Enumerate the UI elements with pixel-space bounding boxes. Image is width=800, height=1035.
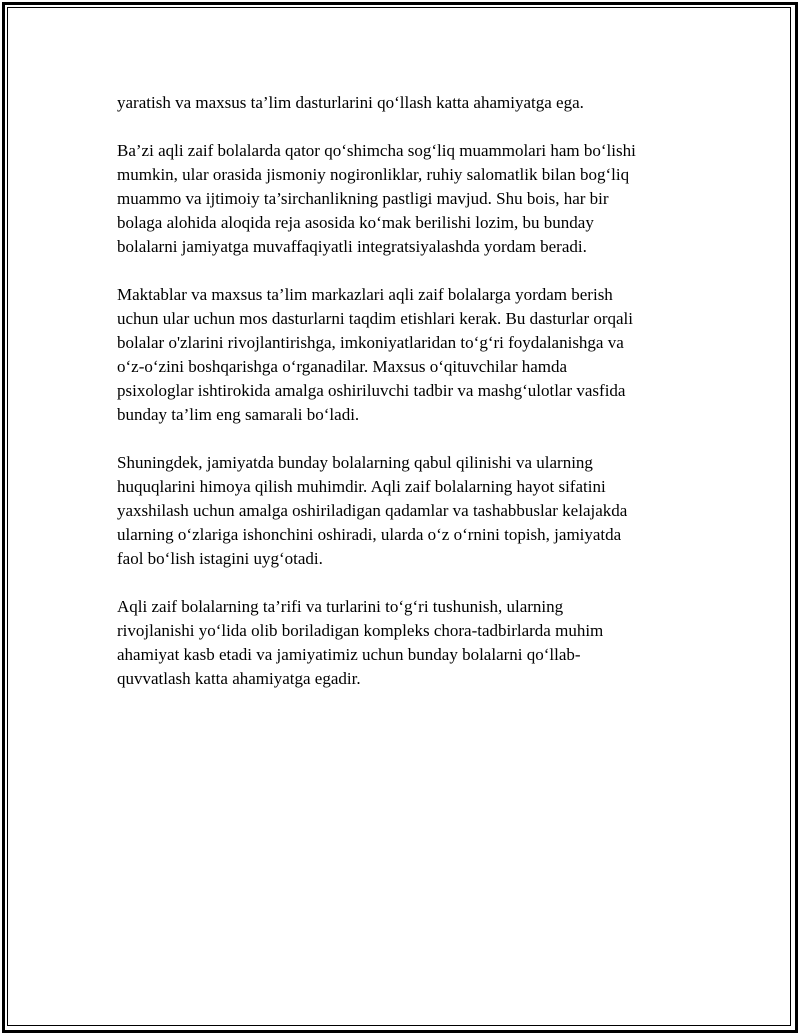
text-line: bunday ta’lim eng samarali bo‘ladi. — [117, 405, 360, 424]
text-line: mumkin, ular orasida jismoniy nogironliklar, ruhiy salomatlik bilan bog‘liq — [117, 165, 630, 184]
document-body — [117, 91, 677, 715]
text-line: yaxshilash uchun amalga oshiriladigan qadamlar va tashabbuslar kelajakda — [117, 501, 628, 520]
text-line: rivojlanishi yo‘lida olib boriladigan kompleks chora-tadbirlarda muhim — [117, 621, 604, 640]
paragraph-2 — [117, 139, 677, 259]
text-line: Shuningdek, jamiyatda bunday bolalarning qabul qilinishi va ularning — [117, 453, 593, 472]
text-line: o‘z-o‘zini boshqarishga o‘rganadilar. Maxsus o‘qituvchilar hamda — [117, 357, 568, 376]
text-line: muammo va ijtimoiy ta’sirchanlikning pastligi mavjud. Shu bois, har bir — [117, 189, 609, 208]
text-line: quvvatlash katta ahamiyatga egadir. — [117, 669, 361, 688]
text-line: ularning o‘zlariga ishonchini oshiradi, ularda o‘z o‘rnini topish, jamiyatda — [117, 525, 622, 544]
text-line: bolaga alohida aloqida reja asosida ko‘mak berilishi lozim, bu bunday — [117, 213, 594, 232]
paragraph-1 — [117, 91, 677, 115]
text-line: Maktablar va maxsus ta’lim markazlari aqli zaif bolalarga yordam berish — [117, 285, 613, 304]
text-line: huquqlarini himoya qilish muhimdir. Aqli zaif bolalarning hayot sifatini — [117, 477, 606, 496]
text-line: Aqli zaif bolalarning ta’rifi va turlarini to‘g‘ri tushunish, ularning — [117, 597, 564, 616]
text-line: faol bo‘lish istagini uyg‘otadi. — [117, 549, 323, 568]
text-line: yaratish va maxsus ta’lim dasturlarini qo‘llash katta ahamiyatga ega. — [117, 93, 584, 112]
paragraph-5 — [117, 595, 677, 691]
text-line: uchun ular uchun mos dasturlarni taqdim etishlari kerak. Bu dasturlar orqali — [117, 309, 634, 328]
paragraph-4 — [117, 451, 677, 571]
text-line: Ba’zi aqli zaif bolalarda qator qo‘shimcha sog‘liq muammolari ham bo‘lishi — [117, 141, 636, 160]
text-line: bolalarni jamiyatga muvaffaqiyatli integratsiyalashda yordam beradi. — [117, 237, 587, 256]
text-line: ahamiyat kasb etadi va jamiyatimiz uchun bunday bolalarni qo‘llab- — [117, 645, 581, 664]
paragraph-3 — [117, 283, 677, 427]
text-line: bolalar o'zlarini rivojlantirishga, imkoniyatlaridan to‘g‘ri foydalanishga va — [117, 333, 624, 352]
text-line: psixologlar ishtirokida amalga oshiriluvchi tadbir va mashg‘ulotlar vasfida — [117, 381, 626, 400]
